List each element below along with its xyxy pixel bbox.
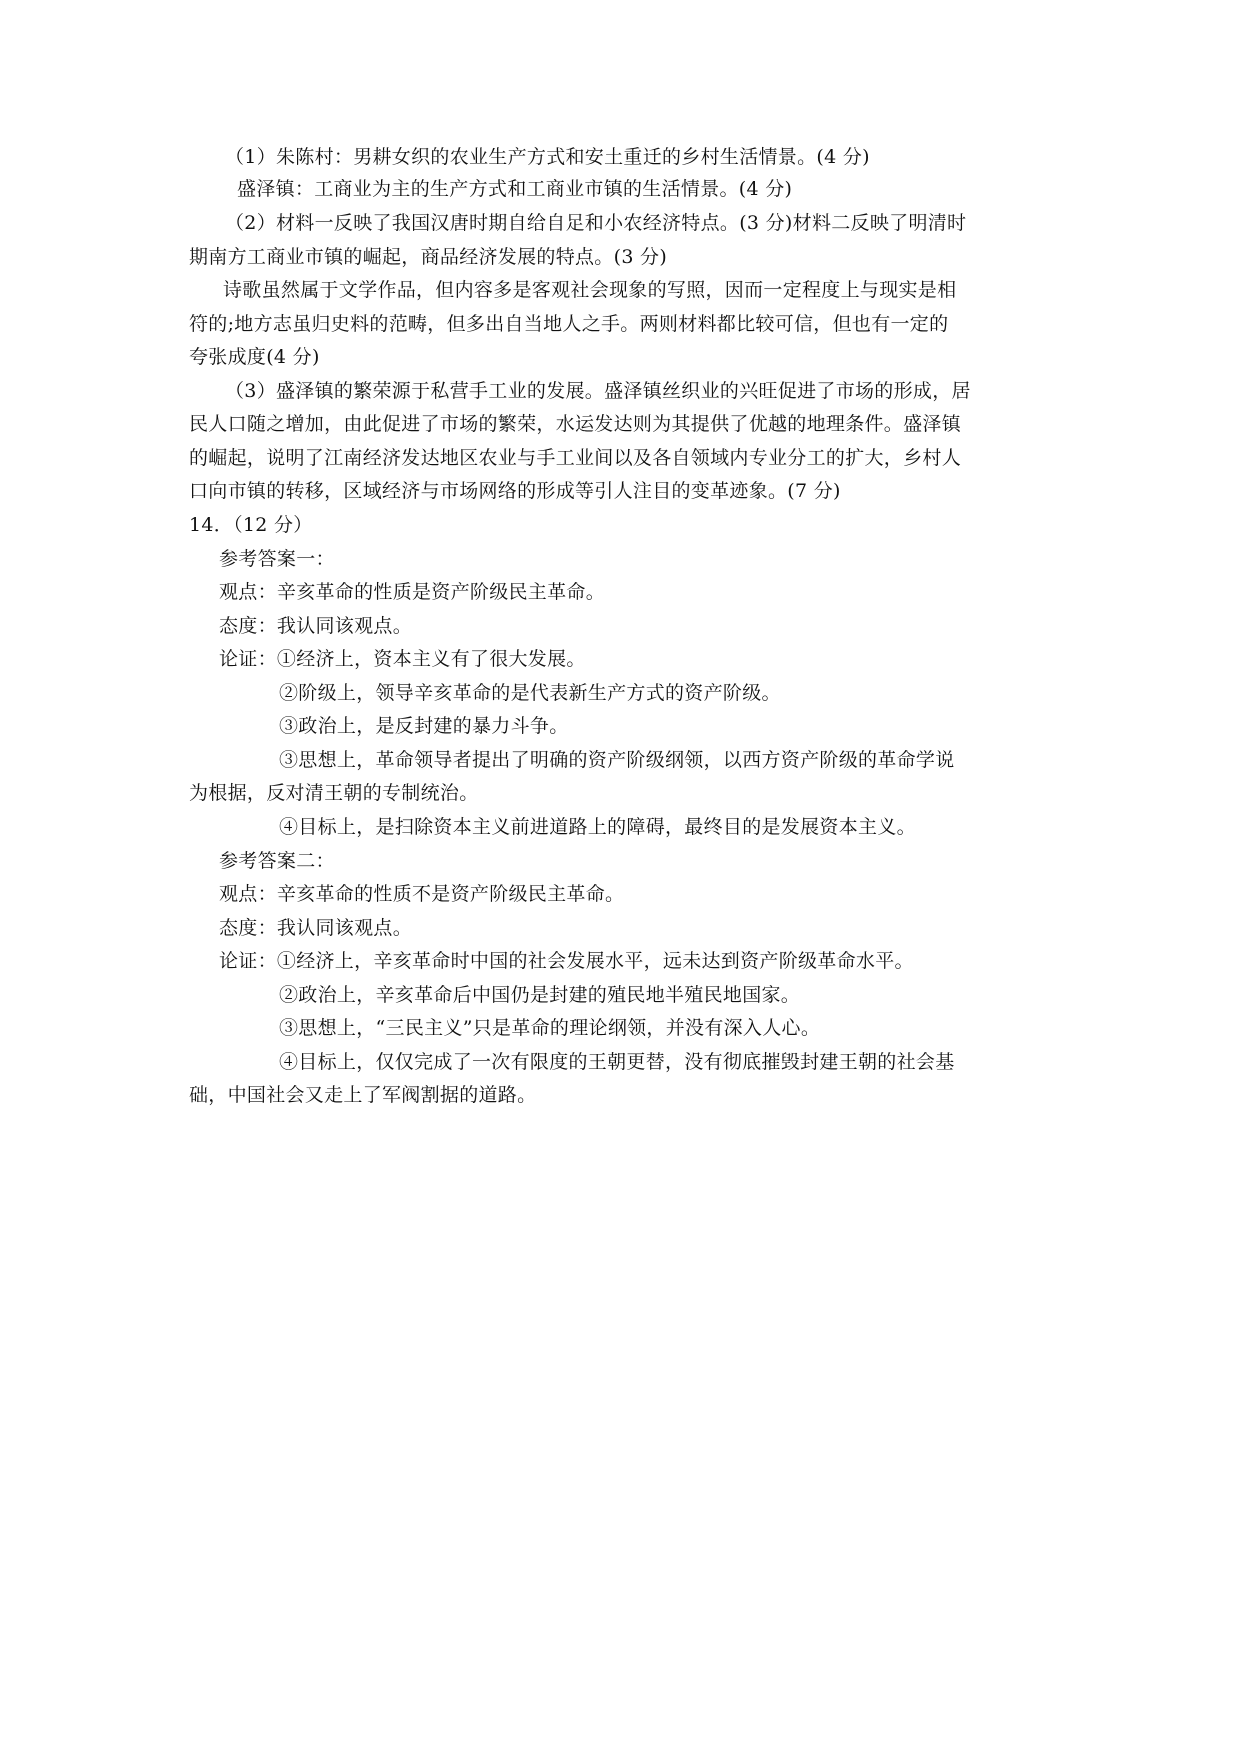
argument-2-item-4: ④目标上，仅仅完成了一次有限度的王朝更替，没有彻底摧毁封建王朝的社会基 xyxy=(279,1051,955,1073)
answer-1-line-2: 盛泽镇：工商业为主的生产方式和工商业市镇的生活情景。(4 分) xyxy=(237,178,793,200)
reference-answer-2-heading: 参考答案二： xyxy=(219,850,335,872)
question-14-heading: 14．（12 分） xyxy=(189,514,313,536)
attitude-2: 态度：我认同该观点。 xyxy=(219,917,413,939)
answer-2-line-4: 符的;地方志虽归史料的范畴，但多出自当地人之手。两则材料都比较可信，但也有一定的 xyxy=(189,313,949,335)
answer-3-line-3: 的崛起，说明了江南经济发达地区农业与手工业间以及各自领域内专业分工的扩大，乡村人 xyxy=(189,447,962,469)
answer-2-line-2: 期南方工商业市镇的崛起，商品经济发展的特点。(3 分) xyxy=(189,246,668,268)
attitude-1: 态度：我认同该观点。 xyxy=(219,615,413,637)
viewpoint-1: 观点：辛亥革命的性质是资产阶级民主革命。 xyxy=(219,581,606,603)
argument-1-item-4-cont: 为根据，反对清王朝的专制统治。 xyxy=(189,782,479,804)
viewpoint-2: 观点：辛亥革命的性质不是资产阶级民主革命。 xyxy=(219,883,625,905)
argument-1-item-1: 论证：①经济上，资本主义有了很大发展。 xyxy=(219,648,586,670)
answer-1-line-1: （1）朱陈村：男耕女织的农业生产方式和安土重迁的乡村生活情景。(4 分) xyxy=(225,146,870,168)
argument-2-item-3: ③思想上，“三民主义”只是革命的理论纲领，并没有深入人心。 xyxy=(279,1017,821,1039)
answer-2-line-3: 诗歌虽然属于文学作品，但内容多是客观社会现象的写照，因而一定程度上与现实是相 xyxy=(223,279,957,301)
argument-1-item-2: ②阶级上，领导辛亥革命的是代表新生产方式的资产阶级。 xyxy=(279,682,781,704)
reference-answer-1-heading: 参考答案一： xyxy=(219,548,335,570)
answer-2-line-1: （2）材料一反映了我国汉唐时期自给自足和小农经济特点。(3 分)材料二反映了明清时 xyxy=(225,212,967,234)
answer-3-line-2: 民人口随之增加，由此促进了市场的繁荣，水运发达则为其提供了优越的地理条件。盛泽镇 xyxy=(189,413,962,435)
answer-3-line-1: （3）盛泽镇的繁荣源于私营手工业的发展。盛泽镇丝织业的兴旺促进了市场的形成，居 xyxy=(225,380,971,402)
answer-2-line-5: 夸张成度(4 分) xyxy=(189,346,320,368)
argument-1-item-3: ③政治上，是反封建的暴力斗争。 xyxy=(279,715,569,737)
answer-3-line-4: 口向市镇的转移，区域经济与市场网络的形成等引人注目的变革迹象。(7 分) xyxy=(189,480,841,502)
argument-1-item-5: ④目标上，是扫除资本主义前进道路上的障碍，最终目的是发展资本主义。 xyxy=(279,816,916,838)
argument-1-item-4: ③思想上，革命领导者提出了明确的资产阶级纲领，以西方资产阶级的革命学说 xyxy=(279,749,955,771)
argument-2-item-4-cont: 础，中国社会又走上了军阀割据的道路。 xyxy=(189,1084,537,1106)
argument-2-item-1: 论证：①经济上，辛亥革命时中国的社会发展水平，远未达到资产阶级革命水平。 xyxy=(219,950,914,972)
argument-2-item-2: ②政治上，辛亥革命后中国仍是封建的殖民地半殖民地国家。 xyxy=(279,984,801,1006)
